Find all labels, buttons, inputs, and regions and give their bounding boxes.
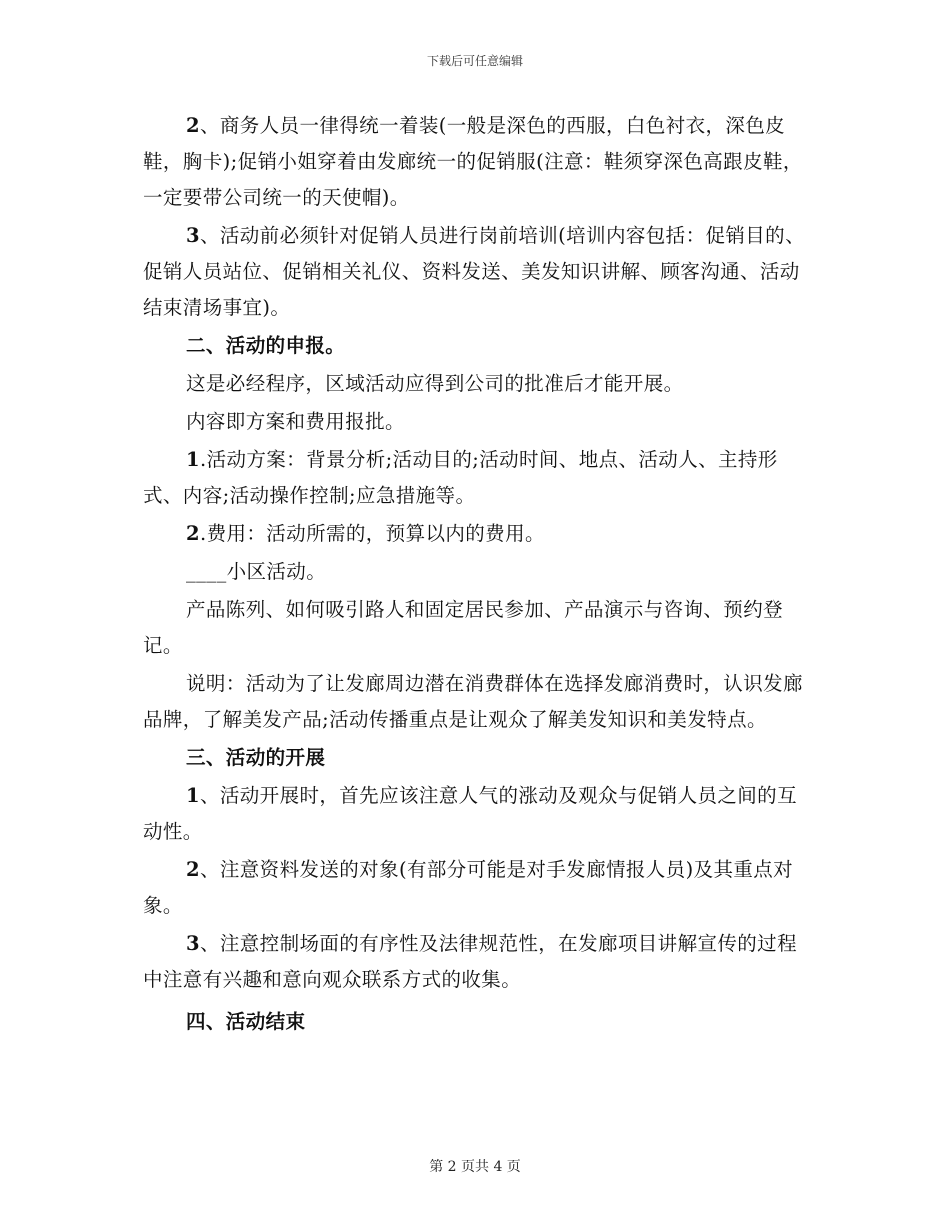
paragraph-content: 内容即方案和费用报批。: [186, 410, 405, 433]
item-number: 1: [186, 448, 200, 471]
item-number: 2: [186, 114, 200, 137]
paragraph-interaction: [143, 778, 807, 850]
paragraph-text: 、注意资料发送的对象(有部分可能是对手发廊情报人员)及其重点对象。: [143, 858, 794, 917]
paragraph-cost: [143, 516, 807, 552]
paragraph-text: 、商务人员一律得统一着装(一般是深色的西服，白色衬衣，深色皮鞋，胸卡);促销小姐穿着由发廊统一的促销服(注意：鞋须穿深色高跟皮鞋，一定要带公司统一的天使帽)。: [143, 114, 803, 209]
item-number: 3: [186, 932, 200, 955]
paragraph-order: [143, 926, 807, 998]
section-heading-2: 二、活动的申报。: [186, 334, 346, 357]
paragraph-text: 、活动开展时，首先应该注意人气的涨动及观众与促销人员之间的互动性。: [143, 784, 797, 843]
page-header: 下载后可任意编辑: [426, 54, 523, 68]
paragraph-materials: [143, 852, 807, 924]
page-footer: 第 2 页共 4 页: [429, 1159, 521, 1175]
paragraph-text: 、注意控制场面的有序性及法律规范性，在发廊项目讲解宣传的过程中注意有兴趣和意向观众联系方式的收集。: [143, 932, 797, 991]
paragraph-community: ____小区活动。: [186, 560, 327, 583]
item-number: 2: [186, 522, 200, 545]
section-heading-4: 四、活动结束: [186, 1010, 306, 1033]
paragraph-procedure: 这是必经程序，区域活动应得到公司的批准后才能开展。: [186, 372, 684, 395]
item-number: 1: [186, 784, 200, 807]
paragraph-attire: [143, 108, 807, 216]
paragraph-text: 、活动前必须针对促销人员进行岗前培训(培训内容包括：促销目的、促销人员站位、促销相关礼仪、资料发送、美发知识讲解、顾客沟通、活动结束清场事宜)。: [143, 224, 805, 319]
item-number: 2: [186, 858, 200, 881]
document-body: [143, 108, 807, 1040]
paragraph-training: [143, 218, 807, 326]
item-number: 3: [186, 224, 200, 247]
paragraph-plan: [143, 442, 807, 514]
paragraph-explanation: 说明：活动为了让发廊周边潜在消费群体在选择发廊消费时，认识发廊品牌，了解美发产品;活动传播重点是让观众了解美发知识和美发特点。: [143, 672, 803, 731]
paragraph-text: .费用：活动所需的，预算以内的费用。: [199, 522, 545, 545]
paragraph-text: .活动方案：背景分析;活动目的;活动时间、地点、活动人、主持形式、内容;活动操作控制;应急措施等。: [143, 448, 778, 507]
section-heading-3: 三、活动的开展: [186, 746, 326, 769]
paragraph-display: 产品陈列、如何吸引路人和固定居民参加、产品演示与咨询、预约登记。: [143, 598, 784, 657]
